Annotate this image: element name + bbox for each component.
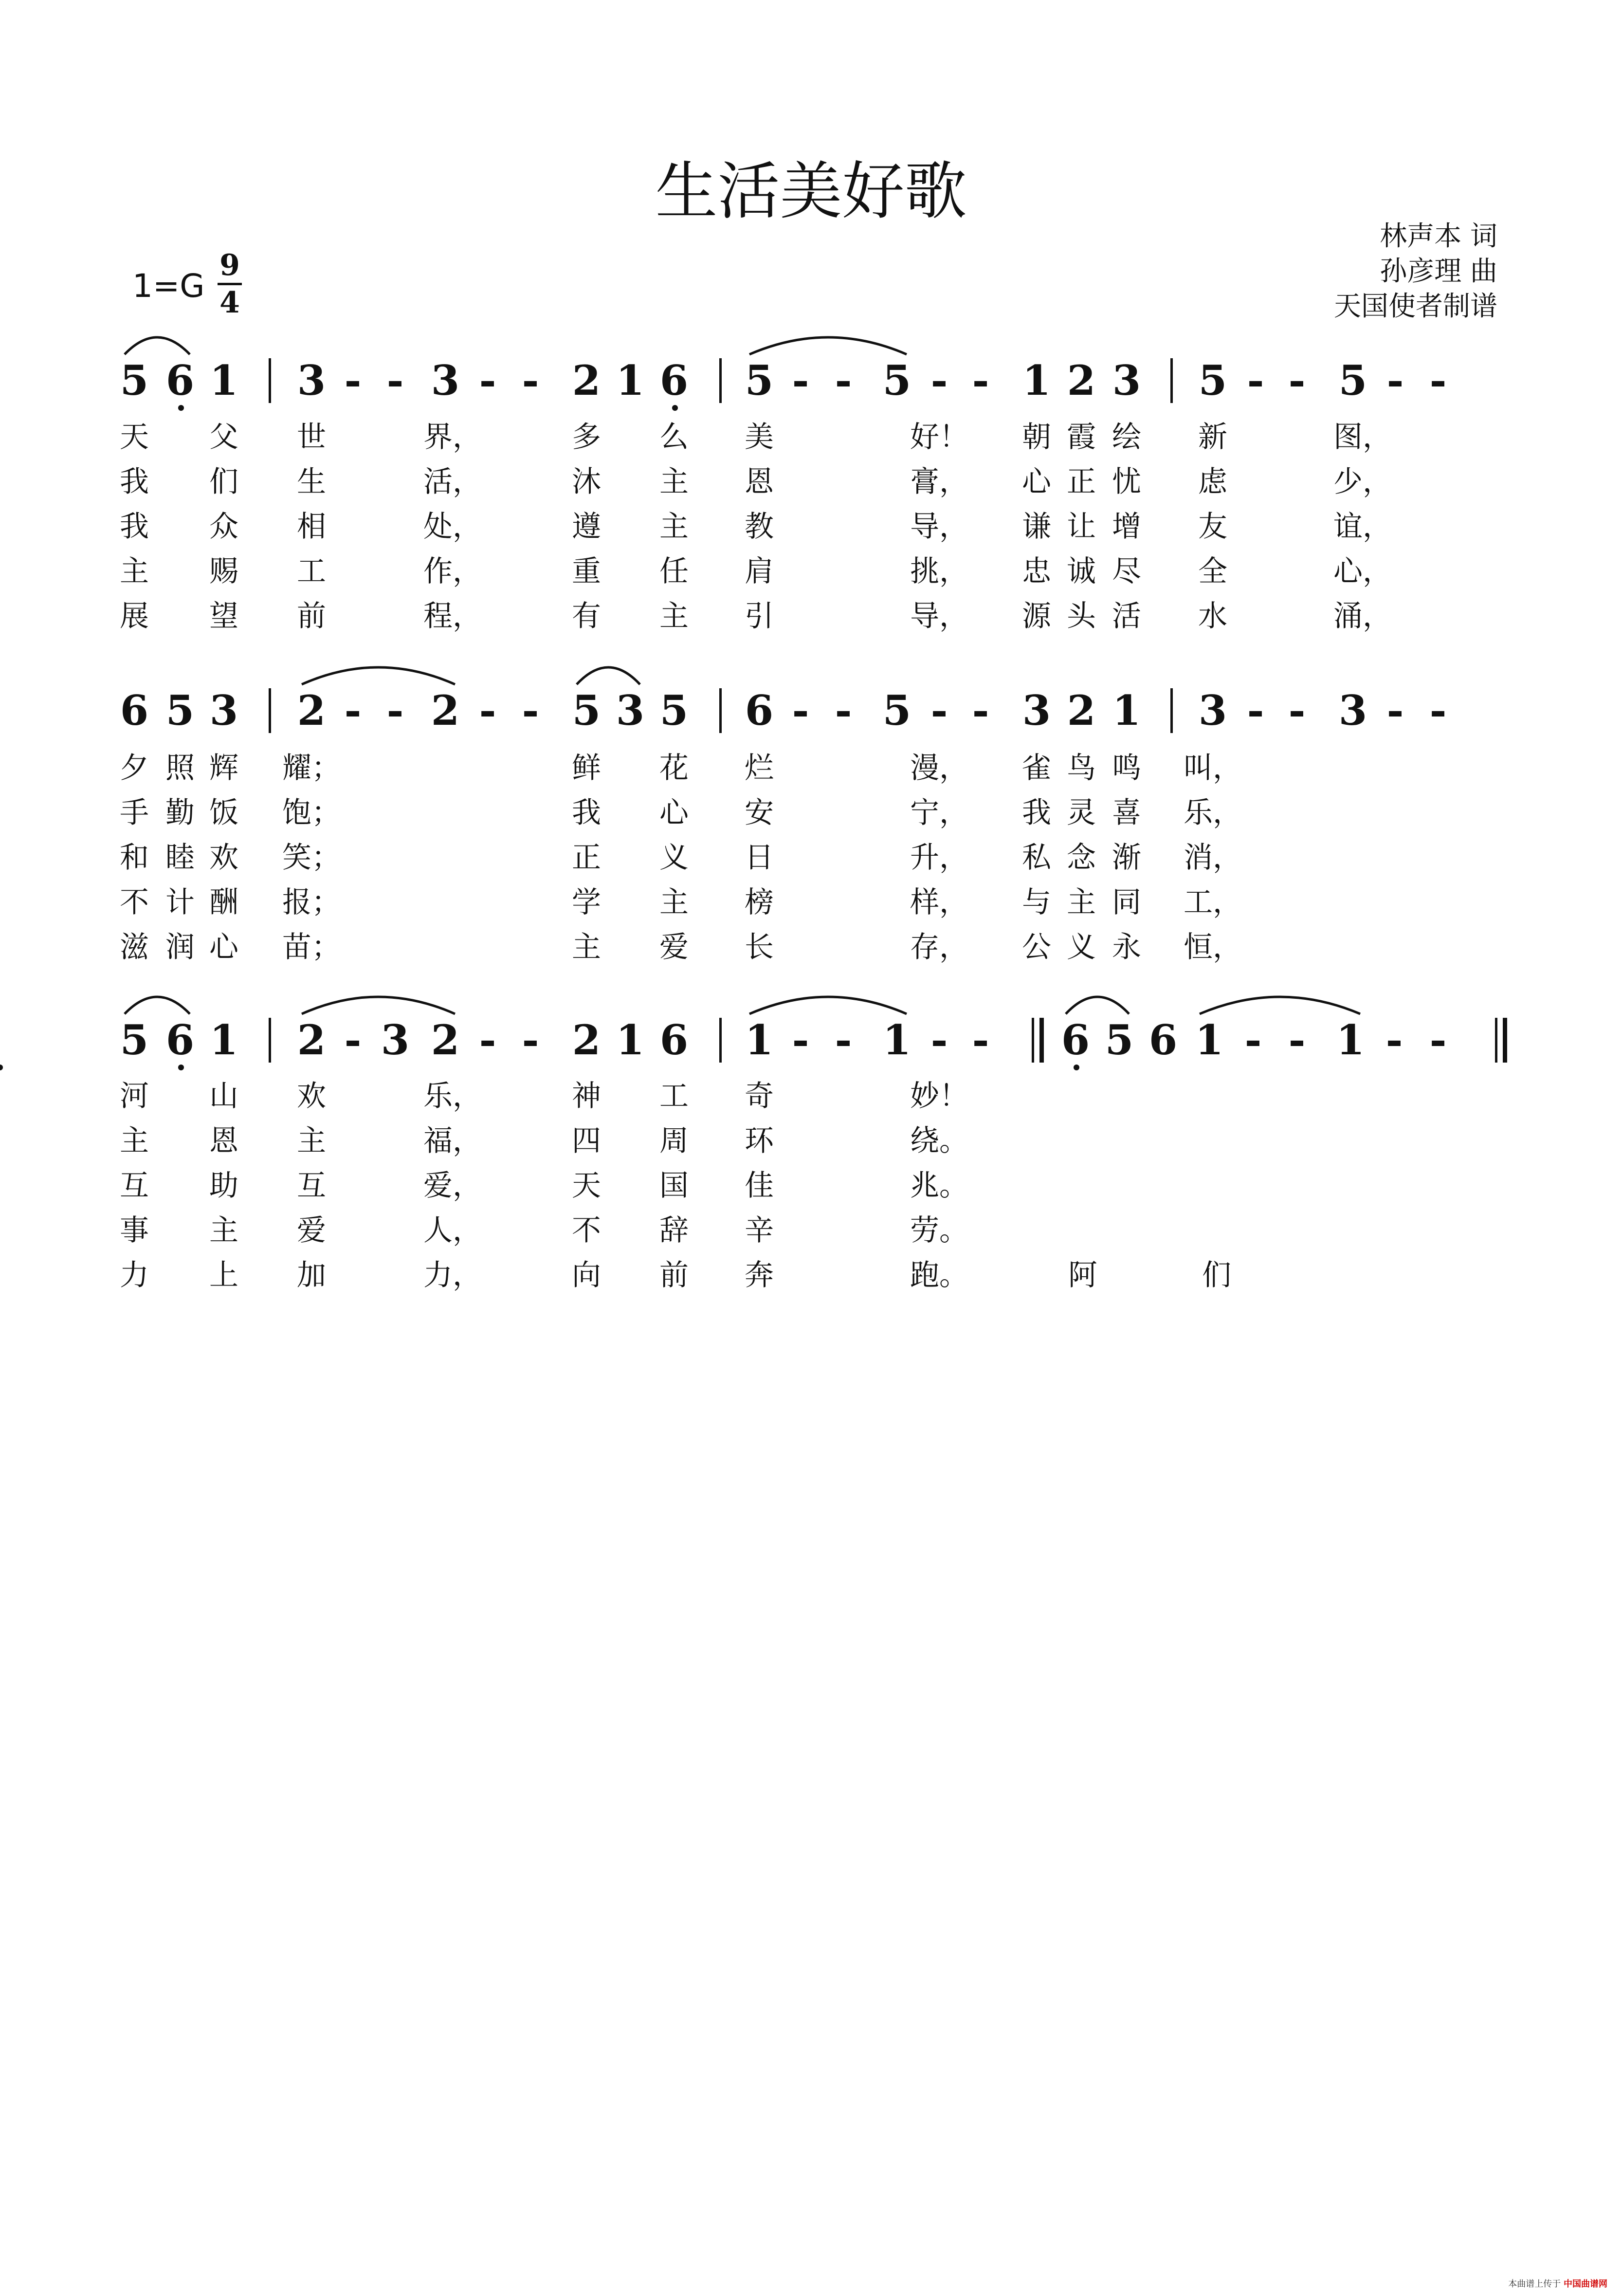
lyric-syllable: 尽: [1112, 554, 1141, 588]
lyric-syllable: 相: [297, 510, 326, 544]
lyric-syllable: 世: [297, 420, 326, 454]
lyric-syllable: 计: [165, 885, 195, 919]
lyric-syllable: 主: [297, 1124, 326, 1158]
double-bar-line-thick: [1039, 1018, 1044, 1063]
jianpu-note: -: [1247, 686, 1264, 735]
jianpu-note: 5: [165, 686, 195, 735]
lyric-syllable: 榜: [745, 885, 774, 919]
jianpu-note: 1: [1195, 1016, 1224, 1064]
lyric-syllable: 烂: [745, 751, 774, 785]
lyric-syllable: 神: [572, 1079, 601, 1113]
jianpu-note: 1: [1336, 1016, 1365, 1064]
jianpu-note: 6: [659, 1016, 689, 1064]
low-octave-dot: [0, 1065, 3, 1070]
lyric-syllable: 么: [659, 420, 689, 454]
lyric-syllable: 欢: [209, 841, 238, 875]
lyric-syllable: 诚: [1067, 554, 1096, 588]
lyric-syllable: 爱，: [423, 1169, 482, 1203]
lyric-syllable: 阿: [1068, 1258, 1097, 1292]
lyric-syllable: 我: [120, 510, 149, 544]
slur-arc: [1200, 997, 1360, 1014]
jianpu-note: -: [522, 686, 539, 735]
lyric-syllable: 耀；: [282, 751, 341, 785]
jianpu-note: -: [344, 1016, 362, 1064]
jianpu-note: 5: [882, 686, 911, 735]
slur-arc: [125, 997, 190, 1014]
jianpu-note: -: [835, 356, 852, 404]
lyric-syllable: 众: [209, 510, 238, 544]
lyric-syllable: 天: [120, 420, 149, 454]
jianpu-note: 2: [1067, 686, 1096, 735]
jianpu-note: -: [1247, 356, 1264, 404]
lyric-syllable: 苗；: [282, 930, 341, 964]
lyric-syllable: 生: [297, 465, 326, 499]
lyric-syllable: 作，: [423, 554, 482, 588]
lyric-syllable: 私: [1022, 841, 1051, 875]
lyric-syllable: 灵: [1067, 796, 1096, 830]
lyric-syllable: 心: [1022, 465, 1051, 499]
lyric-syllable: 增: [1112, 510, 1141, 544]
lyric-syllable: 报；: [282, 885, 341, 919]
lyric-syllable: 友: [1198, 510, 1227, 544]
double-bar-line-thick: [1503, 1018, 1507, 1063]
jianpu-note: -: [1386, 686, 1404, 735]
lyric-syllable: 照: [165, 751, 195, 785]
lyric-syllable: 教: [745, 510, 774, 544]
jianpu-note: -: [972, 1016, 989, 1064]
lyric-syllable: 恩: [209, 1124, 238, 1158]
lyric-syllable: 环: [745, 1124, 774, 1158]
lyric-syllable: 前: [659, 1258, 689, 1292]
jianpu-note: -: [479, 356, 496, 404]
jianpu-note: 5: [572, 686, 601, 735]
lyric-syllable: 念: [1067, 841, 1096, 875]
slur-arc: [1066, 997, 1129, 1014]
lyric-syllable: 导，: [910, 599, 968, 633]
lyric-syllable: 忧: [1112, 465, 1141, 499]
lyric-syllable: 处，: [423, 510, 482, 544]
jianpu-note: -: [1386, 356, 1404, 404]
lyric-syllable: 上: [209, 1258, 238, 1292]
jianpu-note: 1: [616, 1016, 645, 1064]
lyric-syllable: 虑: [1198, 465, 1227, 499]
lyric-syllable: 雀: [1022, 751, 1051, 785]
lyric-syllable: 滋: [120, 930, 149, 964]
lyric-syllable: 有: [572, 599, 601, 633]
lyric-syllable: 劳。: [910, 1213, 968, 1248]
jianpu-note: -: [972, 686, 989, 735]
lyric-syllable: 朝: [1022, 420, 1051, 454]
jianpu-note: -: [1288, 686, 1306, 735]
lyric-syllable: 主: [1067, 885, 1096, 919]
lyric-syllable: 义: [1067, 930, 1096, 964]
lyric-syllable: 导，: [910, 510, 968, 544]
song-title: 生活美好歌: [655, 155, 967, 228]
lyric-syllable: 喜: [1112, 796, 1141, 830]
lyric-syllable: 谦: [1022, 510, 1051, 544]
slur-arc: [749, 337, 907, 354]
lyric-syllable: 叫，: [1184, 751, 1242, 785]
lyric-syllable: 和: [120, 841, 149, 875]
jianpu-note: 6: [1061, 1016, 1090, 1064]
jianpu-note: 3: [616, 686, 645, 735]
lyric-syllable: 跑。: [910, 1258, 968, 1292]
jianpu-note: 3: [431, 356, 460, 404]
jianpu-note: 5: [120, 356, 149, 404]
jianpu-note: -: [835, 1016, 852, 1064]
jianpu-note: 3: [381, 1016, 410, 1064]
lyric-syllable: 渐: [1112, 841, 1141, 875]
jianpu-note: 5: [659, 686, 689, 735]
lyric-syllable: 周: [659, 1124, 689, 1158]
jianpu-note: 1: [616, 356, 645, 404]
slur-arc: [302, 997, 455, 1014]
lyric-syllable: 不: [120, 885, 149, 919]
lyric-syllable: 辛: [745, 1213, 774, 1248]
bar-line: [719, 358, 722, 403]
lyric-syllable: 沐: [572, 465, 601, 499]
lyric-syllable: 福，: [423, 1124, 482, 1158]
lyric-syllable: 主: [572, 930, 601, 964]
lyric-syllable: 乐，: [1184, 796, 1242, 830]
jianpu-note: -: [522, 1016, 539, 1064]
jianpu-note: 2: [572, 356, 601, 404]
lyric-syllable: 谊，: [1333, 510, 1392, 544]
lyric-syllable: 向: [572, 1258, 601, 1292]
lyric-syllable: 主: [659, 885, 689, 919]
jianpu-note: 2: [431, 686, 460, 735]
jianpu-note: 6: [165, 356, 195, 404]
bar-line: [269, 358, 271, 403]
lyric-syllable: 花: [659, 751, 689, 785]
lyric-syllable: 展: [120, 599, 149, 633]
lyric-syllable: 爱: [297, 1213, 326, 1248]
lyric-syllable: 乐，: [423, 1079, 482, 1113]
jianpu-note: 2: [297, 686, 326, 735]
jianpu-note: -: [344, 686, 362, 735]
jianpu-note: 6: [745, 686, 774, 735]
jianpu-note: -: [344, 356, 362, 404]
jianpu-note: 6: [1148, 1016, 1178, 1064]
lyric-syllable: 赐: [209, 554, 238, 588]
source-footer: [1508, 2280, 1607, 2289]
lyric-syllable: 鲜: [572, 751, 601, 785]
lyric-syllable: 主: [659, 465, 689, 499]
lyric-syllable: 活: [1112, 599, 1141, 633]
lyric-syllable: 奔: [745, 1258, 774, 1292]
lyric-syllable: 事: [120, 1213, 149, 1248]
lyric-syllable: 义: [659, 841, 689, 875]
lyric-syllable: 望: [209, 599, 238, 633]
lyric-syllable: 公: [1022, 930, 1051, 964]
lyric-syllable: 力，: [423, 1258, 482, 1292]
slur-arc: [302, 667, 455, 684]
jianpu-note: -: [792, 686, 809, 735]
lyric-syllable: 主: [120, 554, 149, 588]
lyric-syllable: 长: [745, 930, 774, 964]
lyric-syllable: 恒，: [1184, 930, 1242, 964]
lyric-syllable: 安: [745, 796, 774, 830]
lyric-syllable: 河: [120, 1079, 149, 1113]
lyric-syllable: 存，: [910, 930, 968, 964]
low-octave-dot: [178, 1065, 184, 1070]
jianpu-note: 2: [431, 1016, 460, 1064]
jianpu-note: 1: [209, 1016, 238, 1064]
lyric-syllable: 涌，: [1333, 599, 1392, 633]
lyric-syllable: 让: [1067, 510, 1096, 544]
lyric-syllable: 心: [209, 930, 238, 964]
lyric-syllable: 全: [1198, 554, 1227, 588]
jianpu-note: 5: [1338, 356, 1367, 404]
lyric-syllable: 互: [297, 1169, 326, 1203]
jianpu-note: -: [792, 1016, 809, 1064]
lyric-syllable: 爱: [659, 930, 689, 964]
jianpu-note: 5: [1198, 356, 1227, 404]
jianpu-note: -: [835, 686, 852, 735]
lyric-syllable: 主: [120, 1124, 149, 1158]
bar-line: [269, 688, 271, 733]
lyric-syllable: 加: [297, 1258, 326, 1292]
footer-prefix: 本曲谱上传于: [1508, 2279, 1561, 2289]
lyric-syllable: 天: [572, 1169, 601, 1203]
lyric-syllable: 消，: [1184, 841, 1242, 875]
double-bar-line-thin: [1032, 1018, 1034, 1063]
jianpu-note: -: [1385, 1016, 1403, 1064]
slur-arc: [577, 667, 640, 684]
jianpu-note: 2: [1067, 356, 1096, 404]
jianpu-note: -: [930, 356, 948, 404]
lyric-syllable: 夕: [120, 751, 149, 785]
composer-credit: 孙彦理 曲: [1380, 256, 1497, 287]
jianpu-note: 3: [209, 686, 238, 735]
lyric-syllable: 界，: [423, 420, 482, 454]
lyric-syllable: 好！: [910, 420, 968, 454]
lyric-syllable: 国: [659, 1169, 689, 1203]
lyric-syllable: 我: [120, 465, 149, 499]
footer-brand: 中国曲谱网: [1564, 2279, 1607, 2289]
lyric-syllable: 主: [659, 510, 689, 544]
bar-line: [1170, 688, 1173, 733]
lyric-syllable: 绘: [1112, 420, 1141, 454]
double-bar-line-thin: [1495, 1018, 1497, 1063]
low-octave-dot: [672, 405, 678, 411]
time-signature-bottom: 4: [219, 286, 240, 320]
jianpu-note: 1: [882, 1016, 911, 1064]
lyric-syllable: 妙！: [910, 1079, 968, 1113]
lyric-syllable: 忠: [1022, 554, 1051, 588]
lyric-syllable: 四: [572, 1124, 601, 1158]
lyric-syllable: 升，: [910, 841, 968, 875]
lyric-syllable: 永: [1112, 930, 1141, 964]
lyric-syllable: 心: [659, 796, 689, 830]
lyric-syllable: 助: [209, 1169, 238, 1203]
lyric-syllable: 主: [209, 1213, 238, 1248]
lyric-syllable: 酬: [209, 885, 238, 919]
lyric-syllable: 头: [1067, 599, 1096, 633]
lyric-syllable: 程，: [423, 599, 482, 633]
jianpu-note: -: [1429, 356, 1447, 404]
lyric-syllable: 日: [745, 841, 774, 875]
lyric-syllable: 们: [1202, 1258, 1231, 1292]
lyric-syllable: 重: [572, 554, 601, 588]
jianpu-note: 6: [120, 686, 149, 735]
jianpu-note: 5: [1105, 1016, 1134, 1064]
jianpu-note: 6: [165, 1016, 195, 1064]
jianpu-note: -: [522, 356, 539, 404]
jianpu-note: 1: [1022, 356, 1051, 404]
lyric-syllable: 遵: [572, 510, 601, 544]
slur-arc: [125, 337, 190, 354]
lyric-syllable: 挑，: [910, 554, 968, 588]
lyric-syllable: 活，: [423, 465, 482, 499]
bar-line: [719, 1018, 722, 1063]
jianpu-note: 3: [1112, 356, 1141, 404]
bar-line: [1170, 358, 1173, 403]
bar-line: [719, 688, 722, 733]
lyric-syllable: 辉: [209, 751, 238, 785]
lyric-syllable: 肩: [745, 554, 774, 588]
lyric-syllable: 山: [209, 1079, 238, 1113]
lyric-syllable: 不: [572, 1213, 601, 1248]
lyric-syllable: 饱；: [282, 796, 341, 830]
jianpu-note: 3: [297, 356, 326, 404]
jianpu-note: -: [479, 686, 496, 735]
lyric-syllable: 美: [745, 420, 774, 454]
jianpu-note: -: [1429, 1016, 1447, 1064]
lyric-syllable: 多: [572, 420, 601, 454]
lyric-syllable: 图，: [1333, 420, 1392, 454]
lyric-syllable: 主: [659, 599, 689, 633]
key-signature: 1=G: [132, 267, 205, 305]
lyric-syllable: 鸣: [1112, 751, 1141, 785]
lyric-syllable: 人，: [423, 1213, 482, 1248]
lyric-syllable: 学: [572, 885, 601, 919]
lyric-syllable: 睦: [165, 841, 195, 875]
lyric-syllable: 引: [745, 599, 774, 633]
lyric-syllable: 漫，: [910, 751, 968, 785]
lyric-syllable: 膏，: [910, 465, 968, 499]
lyric-syllable: 同: [1112, 885, 1141, 919]
transcriber-credit: 天国使者制谱: [1334, 291, 1497, 322]
low-octave-dot: [178, 405, 184, 411]
lyric-syllable: 宁，: [910, 796, 968, 830]
lyric-syllable: 工，: [1184, 885, 1242, 919]
lyric-syllable: 奇: [745, 1079, 774, 1113]
lyric-syllable: 工: [659, 1079, 689, 1113]
jianpu-note: 1: [1112, 686, 1141, 735]
lyric-syllable: 正: [572, 841, 601, 875]
slur-arc: [749, 997, 907, 1014]
jianpu-note: 3: [1198, 686, 1227, 735]
jianpu-note: 1: [745, 1016, 774, 1064]
lyric-syllable: 我: [1022, 796, 1051, 830]
lyric-syllable: 霞: [1067, 420, 1096, 454]
lyric-syllable: 欢: [297, 1079, 326, 1113]
lyric-syllable: 勤: [165, 796, 195, 830]
low-octave-dot: [1074, 1065, 1079, 1070]
jianpu-note: -: [792, 356, 809, 404]
jianpu-note: 6: [659, 356, 689, 404]
time-signature: [218, 248, 242, 320]
lyric-syllable: 工: [297, 554, 326, 588]
jianpu-note: 5: [120, 1016, 149, 1064]
lyricist-credit: 林声本 词: [1380, 220, 1497, 252]
lyric-syllable: 饭: [209, 796, 238, 830]
lyric-syllable: 笑；: [282, 841, 341, 875]
jianpu-note: 5: [745, 356, 774, 404]
lyric-syllable: 与: [1022, 885, 1051, 919]
jianpu-note: 2: [297, 1016, 326, 1064]
lyric-syllable: 源: [1022, 599, 1051, 633]
lyric-syllable: 鸟: [1067, 751, 1096, 785]
jianpu-note: 3: [1338, 686, 1367, 735]
lyric-syllable: 绕。: [910, 1124, 968, 1158]
jianpu-note: 1: [209, 356, 238, 404]
jianpu-note: 2: [572, 1016, 601, 1064]
lyric-syllable: 心，: [1333, 554, 1392, 588]
lyric-syllable: 我: [572, 796, 601, 830]
lyric-syllable: 前: [297, 599, 326, 633]
bar-line: [269, 1018, 271, 1063]
jianpu-note: -: [1288, 1016, 1306, 1064]
lyric-syllable: 少，: [1333, 465, 1392, 499]
time-signature-top: 9: [219, 248, 240, 282]
time-signature-bar: [218, 283, 242, 285]
jianpu-note: -: [386, 356, 404, 404]
jianpu-note: 3: [1022, 686, 1051, 735]
lyric-syllable: 润: [165, 930, 195, 964]
jianpu-note: -: [386, 686, 404, 735]
lyric-syllable: 互: [120, 1169, 149, 1203]
lyric-syllable: 力: [120, 1258, 149, 1292]
jianpu-note: -: [930, 686, 948, 735]
jianpu-note: -: [1288, 356, 1306, 404]
lyric-syllable: 恩: [745, 465, 774, 499]
jianpu-note: -: [930, 1016, 948, 1064]
lyric-syllable: 样，: [910, 885, 968, 919]
lyric-syllable: 新: [1198, 420, 1227, 454]
jianpu-note: -: [479, 1016, 496, 1064]
lyric-syllable: 水: [1198, 599, 1227, 633]
jianpu-note: -: [1429, 686, 1447, 735]
lyric-syllable: 任: [659, 554, 689, 588]
lyric-syllable: 父: [209, 420, 238, 454]
lyric-syllable: 佳: [745, 1169, 774, 1203]
jianpu-note: 5: [882, 356, 911, 404]
lyric-syllable: 辞: [659, 1213, 689, 1248]
jianpu-note: -: [1244, 1016, 1262, 1064]
lyric-syllable: 正: [1067, 465, 1096, 499]
lyric-syllable: 们: [209, 465, 238, 499]
jianpu-note: -: [972, 356, 989, 404]
lyric-syllable: 手: [120, 796, 149, 830]
lyric-syllable: 兆。: [910, 1169, 968, 1203]
